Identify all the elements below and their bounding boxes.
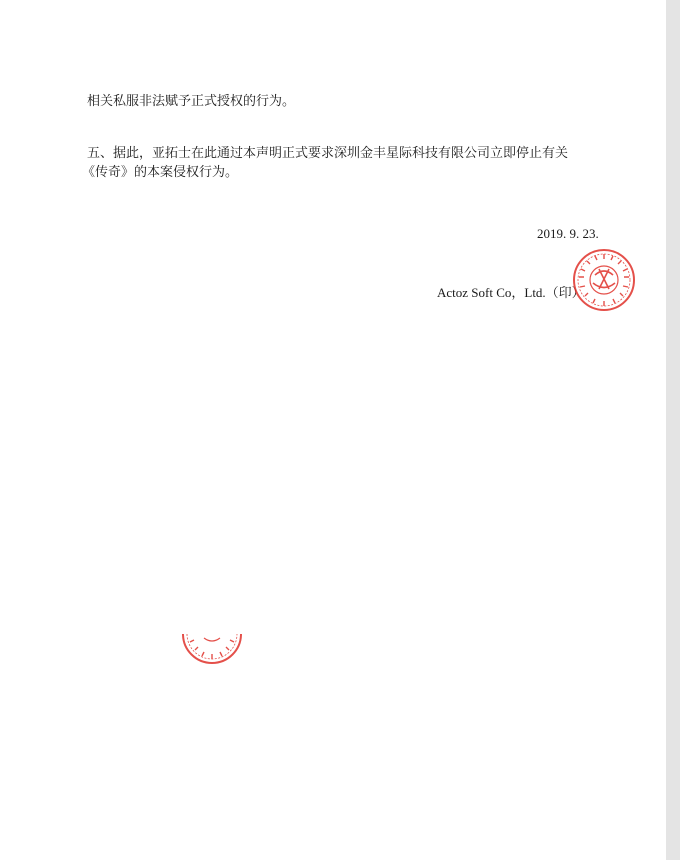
partial-seal-icon <box>180 628 244 668</box>
paragraph-five-line-1: 五、据此，亚拓士在此通过本声明正式要求深圳金丰星际科技有限公司立即停止有关 <box>87 146 569 161</box>
document-date: 2019. 9. 23. <box>537 226 599 241</box>
paragraph-five-line-2: 《传奇》的本案侵权行为。 <box>82 165 239 180</box>
signature-line: Actoz Soft Co，Ltd.（印） <box>437 285 585 300</box>
paragraph-text-line: 相关私服非法赋予正式授权的行为。 <box>87 94 296 109</box>
viewer-margin <box>666 0 680 860</box>
company-seal-icon <box>571 247 637 313</box>
